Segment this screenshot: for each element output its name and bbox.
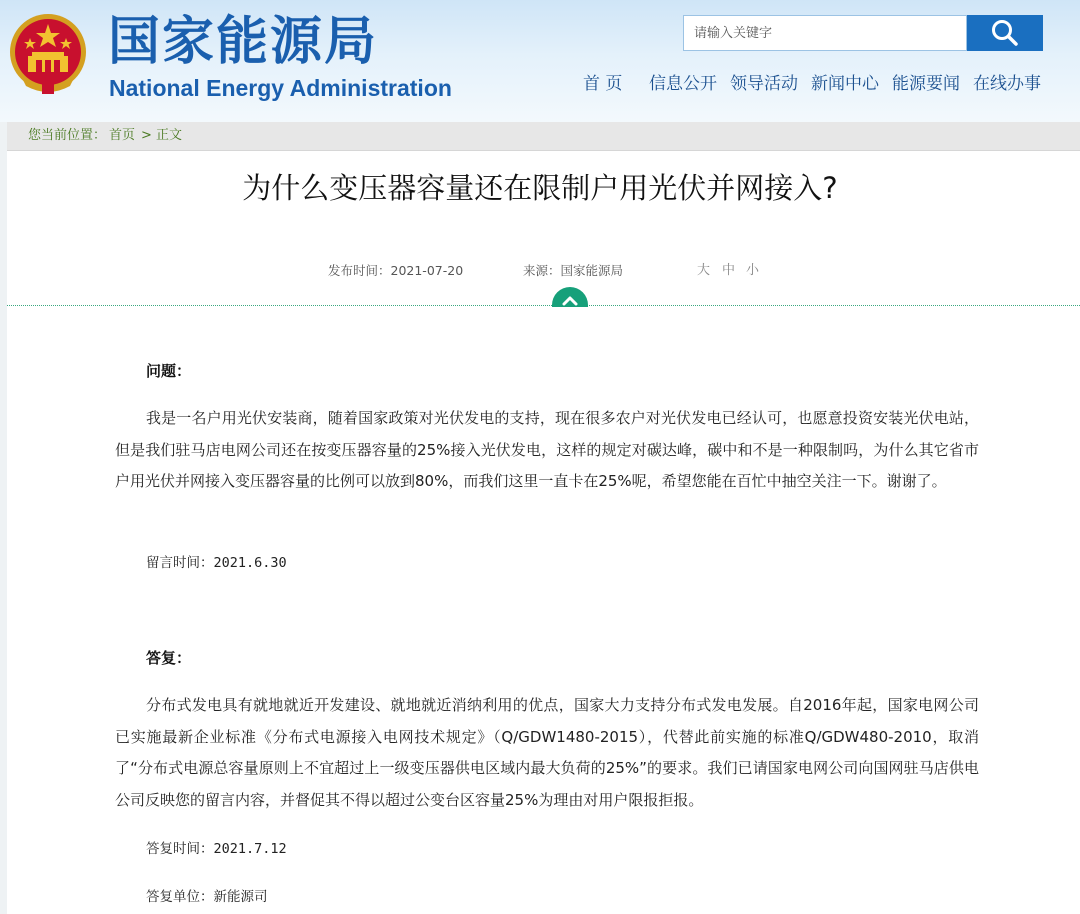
breadcrumb	[7, 122, 1080, 151]
search-icon	[990, 18, 1020, 48]
font-size-small-button[interactable]: 小	[746, 263, 760, 278]
message-time: 留言时间：2021.6.30	[146, 555, 287, 571]
nav-item-info-disclosure[interactable]: 信息公开	[649, 74, 717, 94]
collapse-toggle-button[interactable]	[552, 287, 588, 307]
breadcrumb-home-link[interactable]: 首页	[109, 128, 136, 143]
nav-item-home[interactable]: 首 页	[583, 74, 623, 94]
brand-name-en[interactable]: National Energy Administration	[109, 75, 452, 101]
question-body: 我是一名户用光伏安装商，随着国家政策对光伏发电的支持，现在很多农户对光伏发电已经认可，也愿意投资安装光伏电站，但是我们驻马店电网公司还在按变压器容量的25%接入光伏发电，这样的规定对碳达峰，碳中和不是一种限制吗，为什么其它省市户用光伏并网接入变压器容量的比例可以放到80%，而我们这里一直卡在25%呢，希望您能在百忙中抽空关注一下。谢谢了。	[115, 409, 979, 490]
publish-time: 发布时间：2021-07-20	[328, 263, 464, 278]
font-size-large-button[interactable]: 大	[697, 263, 711, 278]
breadcrumb-separator: >	[141, 128, 152, 143]
breadcrumb-current: 正文	[156, 128, 183, 143]
breadcrumb-prefix: 您当前位置：	[28, 128, 107, 143]
font-size-medium-button[interactable]: 中	[722, 263, 736, 278]
reply-unit: 答复单位：新能源司	[146, 889, 268, 905]
nav-item-news-center[interactable]: 新闻中心	[811, 74, 879, 94]
brand-name-cn[interactable]: 国家能源局	[108, 12, 379, 72]
nav-item-energy-news[interactable]: 能源要闻	[892, 74, 960, 94]
search-input[interactable]	[683, 15, 967, 51]
title-divider	[7, 305, 1080, 306]
nav-item-online-services[interactable]: 在线办事	[973, 74, 1041, 94]
answer-body: 分布式发电具有就地就近开发建设、就地就近消纳利用的优点，国家大力支持分布式发电发展。自2016年起，国家电网公司已实施最新企业标准《分布式电源接入电网技术规定》（Q/GDW1480-2015），代替此前实施的标准Q/GDW480-2010，取消了“分布式电源总容量原则上不宜超过上一级变压器供电区域内最大负荷的25%”的要求。我们已请国家电网公司向国网驻马店供电公司反映您的留言内容，并督促其不得以超过公变台区容量25%为理由对用户限报拒报。	[115, 696, 979, 809]
article-title: 为什么变压器容量还在限制户用光伏并网接入?	[242, 171, 838, 205]
search-button[interactable]	[967, 15, 1043, 51]
left-margin	[0, 122, 7, 914]
article-source: 来源：国家能源局	[523, 263, 624, 278]
main-nav	[0, 72, 1080, 98]
reply-time: 答复时间：2021.7.12	[146, 841, 287, 857]
nav-item-leadership[interactable]: 领导活动	[730, 74, 798, 94]
question-heading: 问题：	[146, 362, 192, 380]
answer-heading: 答复：	[146, 649, 192, 667]
chevron-up-icon	[561, 293, 579, 307]
site-header	[0, 0, 1080, 122]
